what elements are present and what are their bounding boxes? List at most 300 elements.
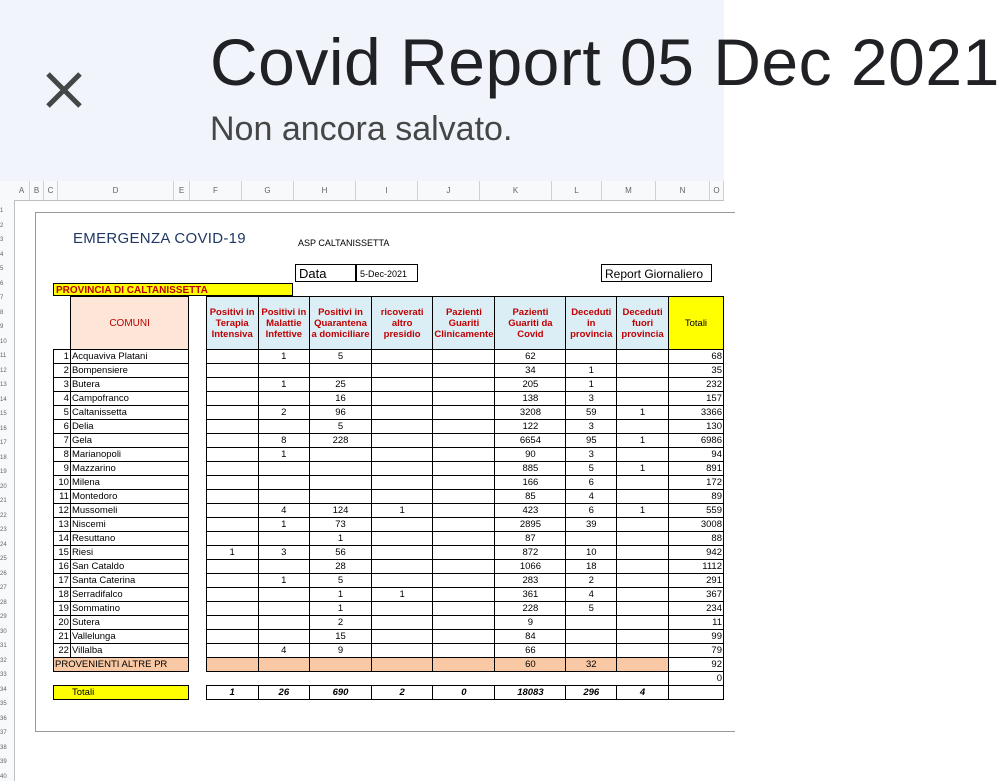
cell-terapia[interactable] [206, 616, 258, 630]
cell-clinicamente[interactable] [433, 406, 495, 420]
cell-totale[interactable]: 3366 [668, 406, 723, 420]
cell-terapia[interactable] [206, 532, 258, 546]
column-header-i[interactable]: I [356, 181, 418, 200]
total-r[interactable]: 2 [371, 686, 432, 700]
cell-deceduti-fuori[interactable] [617, 448, 669, 462]
cell-ricoverati[interactable] [371, 490, 432, 504]
cell-clinicamente[interactable] [433, 364, 495, 378]
cell-clinicamente[interactable] [433, 588, 495, 602]
cell-deceduti-in[interactable]: 4 [566, 490, 617, 504]
row-header[interactable]: 2 [0, 222, 4, 229]
cell-malattie[interactable]: 2 [258, 406, 310, 420]
cell-quarantena[interactable]: 25 [310, 378, 372, 392]
cell-clinicamente[interactable] [433, 350, 495, 364]
cell-totale[interactable]: 89 [668, 490, 723, 504]
row-header[interactable]: 24 [0, 541, 7, 548]
cell-deceduti-fuori[interactable]: 1 [617, 504, 669, 518]
row-index[interactable]: 18 [54, 588, 71, 602]
row-header[interactable]: 37 [0, 730, 7, 736]
cell-guariti[interactable]: 90 [495, 448, 566, 462]
comune-name[interactable]: Santa Caterina [70, 574, 188, 588]
row-index[interactable]: 20 [54, 616, 71, 630]
row-index[interactable]: 16 [54, 560, 71, 574]
cell-clinicamente[interactable] [433, 476, 495, 490]
cell-guariti[interactable]: 361 [495, 588, 566, 602]
cell-deceduti-fuori[interactable] [617, 546, 669, 560]
cell-totale[interactable]: 559 [668, 504, 723, 518]
row-header[interactable]: 20 [0, 483, 7, 490]
cell-clinicamente[interactable] [433, 546, 495, 560]
cell-deceduti-in[interactable]: 5 [566, 602, 617, 616]
cell-terapia[interactable] [206, 490, 258, 504]
comune-name[interactable]: Campofranco [70, 392, 188, 406]
row-header[interactable]: 28 [0, 599, 7, 606]
total-ti[interactable]: 1 [206, 686, 258, 700]
cell-clinicamente[interactable] [433, 490, 495, 504]
cell-terapia[interactable] [206, 378, 258, 392]
cell-clinicamente[interactable] [433, 448, 495, 462]
cell-guariti[interactable]: 9 [495, 616, 566, 630]
cell-clinicamente[interactable] [433, 434, 495, 448]
cell-clinicamente[interactable] [433, 504, 495, 518]
total-pc[interactable]: 0 [433, 686, 495, 700]
cell-guariti[interactable]: 228 [495, 602, 566, 616]
cell-totale[interactable]: 94 [668, 448, 723, 462]
cell-deceduti-in[interactable]: 18 [566, 560, 617, 574]
row-index[interactable]: 11 [54, 490, 71, 504]
cell-deceduti-in[interactable]: 6 [566, 504, 617, 518]
cell-malattie[interactable] [258, 392, 310, 406]
cell-guariti[interactable]: 84 [495, 630, 566, 644]
cell-guariti[interactable]: 205 [495, 378, 566, 392]
cell-deceduti-in[interactable]: 5 [566, 462, 617, 476]
total-mi[interactable]: 26 [258, 686, 310, 700]
row-header[interactable]: 29 [0, 614, 7, 620]
cell-deceduti-fuori[interactable] [617, 602, 669, 616]
cell-malattie[interactable]: 1 [258, 518, 310, 532]
cell-deceduti-in[interactable]: 39 [566, 518, 617, 532]
row-header[interactable]: 14 [0, 396, 7, 403]
cell-guariti[interactable]: 85 [495, 490, 566, 504]
cell-quarantena[interactable]: 228 [310, 434, 372, 448]
column-header-e[interactable]: E [174, 181, 190, 200]
cell-guariti[interactable]: 3208 [495, 406, 566, 420]
cell-deceduti-fuori[interactable]: 1 [617, 434, 669, 448]
cell-terapia[interactable] [206, 560, 258, 574]
cell-ricoverati[interactable] [371, 630, 432, 644]
cell-totale[interactable]: 891 [668, 462, 723, 476]
cell-terapia[interactable] [206, 420, 258, 434]
comune-name[interactable]: Sutera [70, 616, 188, 630]
comune-name[interactable]: Niscemi [70, 518, 188, 532]
comune-name[interactable]: Resuttano [70, 532, 188, 546]
cell-deceduti-in[interactable] [566, 616, 617, 630]
cell-totale[interactable]: 157 [668, 392, 723, 406]
cell-ricoverati[interactable] [371, 616, 432, 630]
cell-deceduti-in[interactable] [566, 630, 617, 644]
header-ricoverati[interactable]: ricoverati altro presidio [371, 297, 432, 350]
cell-ricoverati[interactable] [371, 406, 432, 420]
comune-name[interactable]: Riesi [70, 546, 188, 560]
cell-malattie[interactable] [258, 462, 310, 476]
cell-deceduti-in[interactable]: 1 [566, 378, 617, 392]
cell-terapia[interactable] [206, 602, 258, 616]
total-deceduti-fuori[interactable]: 4 [617, 686, 669, 700]
cell-malattie[interactable] [258, 560, 310, 574]
cell-terapia[interactable] [206, 406, 258, 420]
comune-name[interactable]: Villalba [70, 644, 188, 658]
cell-totale[interactable]: 1112 [668, 560, 723, 574]
cell-terapia[interactable] [206, 644, 258, 658]
cell-totale[interactable]: 88 [668, 532, 723, 546]
cell-terapia[interactable] [206, 462, 258, 476]
row-header[interactable]: 12 [0, 367, 7, 374]
row-header[interactable]: 22 [0, 512, 7, 519]
total-totali[interactable] [668, 686, 723, 700]
row-header[interactable]: 4 [0, 251, 4, 258]
cell-malattie[interactable] [258, 616, 310, 630]
cell-deceduti-fuori[interactable] [617, 420, 669, 434]
row-header[interactable]: 38 [0, 744, 7, 751]
totals-label[interactable]: Totali [54, 686, 189, 700]
cell-deceduti-in[interactable]: 1 [566, 364, 617, 378]
column-header-h[interactable]: H [294, 181, 356, 200]
cell-clinicamente[interactable] [433, 518, 495, 532]
cell-terapia[interactable] [206, 350, 258, 364]
row-index[interactable]: 17 [54, 574, 71, 588]
cell-totale[interactable]: 942 [668, 546, 723, 560]
header-deceduti-in[interactable]: Deceduti in provincia [566, 297, 617, 350]
cell-quarantena[interactable] [310, 462, 372, 476]
cell-deceduti-in[interactable]: 6 [566, 476, 617, 490]
row-header[interactable]: 30 [0, 628, 7, 635]
cell-quarantena[interactable]: 5 [310, 350, 372, 364]
row-index[interactable]: 5 [54, 406, 71, 420]
comune-name[interactable]: Butera [70, 378, 188, 392]
row-header[interactable]: 7 [0, 295, 4, 301]
cell-ricoverati[interactable] [371, 350, 432, 364]
cell-malattie[interactable]: 1 [258, 378, 310, 392]
row-header[interactable]: 11 [0, 353, 7, 359]
column-header-g[interactable]: G [242, 181, 294, 200]
cell-quarantena[interactable]: 96 [310, 406, 372, 420]
total-q[interactable]: 690 [310, 686, 372, 700]
row-index[interactable]: 10 [54, 476, 71, 490]
cell-malattie[interactable] [258, 602, 310, 616]
cell-quarantena[interactable]: 1 [310, 588, 372, 602]
row-index[interactable]: 15 [54, 546, 71, 560]
cell-ricoverati[interactable] [371, 434, 432, 448]
provenienti-label[interactable]: PROVENIENTI ALTRE PR [54, 658, 189, 672]
close-icon[interactable] [40, 66, 88, 114]
cell-deceduti-in[interactable]: 95 [566, 434, 617, 448]
row-index[interactable]: 8 [54, 448, 71, 462]
comune-name[interactable]: Mussomeli [70, 504, 188, 518]
cell-terapia[interactable] [206, 518, 258, 532]
column-header-f[interactable]: F [190, 181, 242, 200]
column-header-b[interactable]: B [30, 181, 44, 200]
cell-deceduti-fuori[interactable] [617, 490, 669, 504]
comune-name[interactable]: Sommatino [70, 602, 188, 616]
cell-terapia[interactable] [206, 476, 258, 490]
row-index[interactable]: 14 [54, 532, 71, 546]
header-terapia[interactable]: Positivi in Terapia Intensiva [206, 297, 258, 350]
header-malattie[interactable]: Positivi in Malattie Infettive [258, 297, 310, 350]
cell-quarantena[interactable] [310, 490, 372, 504]
row-index[interactable]: 2 [54, 364, 71, 378]
cell-ricoverati[interactable] [371, 644, 432, 658]
cell-clinicamente[interactable] [433, 378, 495, 392]
provenienti-guariti[interactable]: 60 [495, 658, 566, 672]
row-header[interactable]: 21 [0, 498, 7, 504]
cell-deceduti-in[interactable]: 3 [566, 392, 617, 406]
cell-deceduti-in[interactable]: 3 [566, 420, 617, 434]
comune-name[interactable]: Delia [70, 420, 188, 434]
row-header[interactable]: 19 [0, 469, 7, 475]
header-comuni[interactable]: COMUNI [70, 297, 188, 350]
cell-terapia[interactable] [206, 574, 258, 588]
header-totali[interactable]: Totali [668, 297, 723, 350]
row-index[interactable]: 19 [54, 602, 71, 616]
cell-malattie[interactable] [258, 588, 310, 602]
cell-totale[interactable]: 232 [668, 378, 723, 392]
comune-name[interactable]: Gela [70, 434, 188, 448]
cell-totale[interactable]: 11 [668, 616, 723, 630]
comune-name[interactable]: San Cataldo [70, 560, 188, 574]
row-header[interactable]: 31 [0, 643, 7, 649]
cell-ricoverati[interactable] [371, 420, 432, 434]
comune-name[interactable]: Mazzarino [70, 462, 188, 476]
report-label[interactable]: Report Giornaliero [601, 264, 712, 282]
cell-clinicamente[interactable] [433, 420, 495, 434]
cell-guariti[interactable]: 885 [495, 462, 566, 476]
cell-deceduti-fuori[interactable] [617, 476, 669, 490]
column-header-n[interactable]: N [656, 181, 710, 200]
comune-name[interactable]: Montedoro [70, 490, 188, 504]
cell-clinicamente[interactable] [433, 630, 495, 644]
comune-name[interactable]: Bompensiere [70, 364, 188, 378]
cell-malattie[interactable]: 8 [258, 434, 310, 448]
row-header[interactable]: 26 [0, 570, 7, 577]
row-header[interactable]: 5 [0, 266, 4, 272]
data-value[interactable]: 5-Dec-2021 [356, 264, 418, 282]
cell-deceduti-fuori[interactable] [617, 364, 669, 378]
blank-total[interactable]: 0 [668, 672, 723, 686]
row-index[interactable]: 13 [54, 518, 71, 532]
cell-ricoverati[interactable] [371, 532, 432, 546]
comune-name[interactable]: Serradifalco [70, 588, 188, 602]
row-header[interactable]: 15 [0, 411, 7, 417]
cell-quarantena[interactable]: 1 [310, 532, 372, 546]
cell-guariti[interactable]: 872 [495, 546, 566, 560]
cell-terapia[interactable] [206, 392, 258, 406]
row-header[interactable]: 18 [0, 454, 7, 461]
cell-totale[interactable]: 130 [668, 420, 723, 434]
cell-malattie[interactable] [258, 420, 310, 434]
cell-deceduti-fuori[interactable] [617, 588, 669, 602]
cell-malattie[interactable] [258, 476, 310, 490]
cell-malattie[interactable] [258, 630, 310, 644]
provenienti-mi[interactable] [258, 658, 310, 672]
data-label[interactable]: Data [295, 264, 356, 282]
provenienti-df[interactable] [617, 658, 669, 672]
row-header[interactable]: 1 [0, 208, 4, 214]
cell-deceduti-fuori[interactable] [617, 560, 669, 574]
cell-clinicamente[interactable] [433, 644, 495, 658]
provenienti-pc[interactable] [433, 658, 495, 672]
cell-totale[interactable]: 99 [668, 630, 723, 644]
column-header-o[interactable]: O [710, 181, 724, 200]
cell-clinicamente[interactable] [433, 602, 495, 616]
row-header[interactable]: 32 [0, 657, 7, 664]
cell-deceduti-fuori[interactable] [617, 532, 669, 546]
provenienti-totale[interactable]: 92 [668, 658, 723, 672]
cell-deceduti-fuori[interactable] [617, 392, 669, 406]
cell-totale[interactable]: 68 [668, 350, 723, 364]
cell-ricoverati[interactable] [371, 602, 432, 616]
cell-ricoverati[interactable] [371, 392, 432, 406]
cell-deceduti-fuori[interactable] [617, 630, 669, 644]
cell-totale[interactable]: 3008 [668, 518, 723, 532]
row-header[interactable]: 23 [0, 527, 7, 533]
row-index[interactable]: 9 [54, 462, 71, 476]
cell-totale[interactable]: 79 [668, 644, 723, 658]
row-header[interactable]: 13 [0, 382, 7, 388]
cell-quarantena[interactable]: 124 [310, 504, 372, 518]
cell-deceduti-fuori[interactable] [617, 616, 669, 630]
cell-terapia[interactable] [206, 364, 258, 378]
row-header[interactable]: 40 [0, 773, 7, 780]
column-header-a[interactable]: A [14, 181, 30, 200]
cell-guariti[interactable]: 166 [495, 476, 566, 490]
cell-clinicamente[interactable] [433, 462, 495, 476]
cell-deceduti-in[interactable]: 4 [566, 588, 617, 602]
cell-totale[interactable]: 6986 [668, 434, 723, 448]
cell-guariti[interactable]: 423 [495, 504, 566, 518]
total-deceduti[interactable]: 296 [566, 686, 617, 700]
cell-ricoverati[interactable] [371, 462, 432, 476]
column-header-l[interactable]: L [552, 181, 602, 200]
row-index[interactable]: 6 [54, 420, 71, 434]
cell-quarantena[interactable]: 56 [310, 546, 372, 560]
row-header[interactable]: 27 [0, 585, 7, 591]
cell-deceduti-in[interactable]: 3 [566, 448, 617, 462]
cell-ricoverati[interactable] [371, 574, 432, 588]
header-clinicamente[interactable]: Pazienti Guariti Clinicamente [433, 297, 495, 350]
cell-guariti[interactable]: 34 [495, 364, 566, 378]
cell-malattie[interactable]: 3 [258, 546, 310, 560]
row-header[interactable]: 25 [0, 556, 7, 562]
cell-malattie[interactable] [258, 490, 310, 504]
cell-malattie[interactable]: 4 [258, 644, 310, 658]
cell-ricoverati[interactable] [371, 378, 432, 392]
comune-name[interactable]: Milena [70, 476, 188, 490]
provenienti-q[interactable] [310, 658, 372, 672]
column-header-k[interactable]: K [480, 181, 552, 200]
cell-ricoverati[interactable] [371, 476, 432, 490]
cell-deceduti-fuori[interactable] [617, 378, 669, 392]
row-index[interactable]: 21 [54, 630, 71, 644]
row-index[interactable]: 22 [54, 644, 71, 658]
row-header[interactable]: 6 [0, 280, 4, 287]
cell-terapia[interactable] [206, 448, 258, 462]
cell-ricoverati[interactable] [371, 560, 432, 574]
comune-name[interactable]: Vallelunga [70, 630, 188, 644]
cell-guariti[interactable]: 62 [495, 350, 566, 364]
row-index[interactable]: 1 [54, 350, 71, 364]
row-index[interactable]: 7 [54, 434, 71, 448]
cell-deceduti-in[interactable]: 2 [566, 574, 617, 588]
cell-ricoverati[interactable] [371, 518, 432, 532]
cell-guariti[interactable]: 87 [495, 532, 566, 546]
cell-quarantena[interactable] [310, 476, 372, 490]
cell-malattie[interactable] [258, 364, 310, 378]
cell-deceduti-in[interactable] [566, 644, 617, 658]
cell-deceduti-fuori[interactable]: 1 [617, 406, 669, 420]
cell-guariti[interactable]: 122 [495, 420, 566, 434]
cell-quarantena[interactable]: 73 [310, 518, 372, 532]
cell-malattie[interactable]: 4 [258, 504, 310, 518]
cell-ricoverati[interactable] [371, 546, 432, 560]
cell-clinicamente[interactable] [433, 574, 495, 588]
cell-ricoverati[interactable] [371, 364, 432, 378]
cell-malattie[interactable] [258, 532, 310, 546]
cell-ricoverati[interactable]: 1 [371, 504, 432, 518]
cell-quarantena[interactable] [310, 364, 372, 378]
provenienti-ti[interactable] [206, 658, 258, 672]
cell-clinicamente[interactable] [433, 532, 495, 546]
cell-quarantena[interactable]: 5 [310, 574, 372, 588]
cell-totale[interactable]: 367 [668, 588, 723, 602]
cell-ricoverati[interactable] [371, 448, 432, 462]
cell-terapia[interactable] [206, 588, 258, 602]
header-deceduti-fuori[interactable]: Deceduti fuori provincia [617, 297, 669, 350]
header-guariti[interactable]: Pazienti Guariti da Covid [495, 297, 566, 350]
row-header[interactable]: 8 [0, 309, 4, 316]
cell-guariti[interactable]: 6654 [495, 434, 566, 448]
cell-clinicamente[interactable] [433, 616, 495, 630]
row-header[interactable]: 3 [0, 237, 4, 243]
cell-guariti[interactable]: 66 [495, 644, 566, 658]
column-header-d[interactable]: D [58, 181, 174, 200]
comune-name[interactable]: Acquaviva Platani [70, 350, 188, 364]
cell-guariti[interactable]: 138 [495, 392, 566, 406]
column-header-j[interactable]: J [418, 181, 480, 200]
cell-quarantena[interactable]: 5 [310, 420, 372, 434]
cell-clinicamente[interactable] [433, 560, 495, 574]
cell-terapia[interactable] [206, 630, 258, 644]
column-header-m[interactable]: M [602, 181, 656, 200]
cell-quarantena[interactable]: 16 [310, 392, 372, 406]
cell-totale[interactable]: 35 [668, 364, 723, 378]
cell-quarantena[interactable]: 28 [310, 560, 372, 574]
comune-name[interactable]: Caltanissetta [70, 406, 188, 420]
cell-deceduti-in[interactable] [566, 350, 617, 364]
cell-deceduti-in[interactable]: 10 [566, 546, 617, 560]
header-quarantena[interactable]: Positivi in Quarantena a domiciliare [310, 297, 372, 350]
row-header[interactable]: 33 [0, 672, 7, 678]
cell-ricoverati[interactable]: 1 [371, 588, 432, 602]
cell-clinicamente[interactable] [433, 392, 495, 406]
comune-name[interactable]: Marianopoli [70, 448, 188, 462]
cell-malattie[interactable]: 1 [258, 574, 310, 588]
cell-terapia[interactable] [206, 504, 258, 518]
cell-quarantena[interactable]: 9 [310, 644, 372, 658]
cell-totale[interactable]: 172 [668, 476, 723, 490]
cell-deceduti-in[interactable]: 59 [566, 406, 617, 420]
row-header[interactable]: 39 [0, 759, 7, 765]
cell-quarantena[interactable]: 2 [310, 616, 372, 630]
